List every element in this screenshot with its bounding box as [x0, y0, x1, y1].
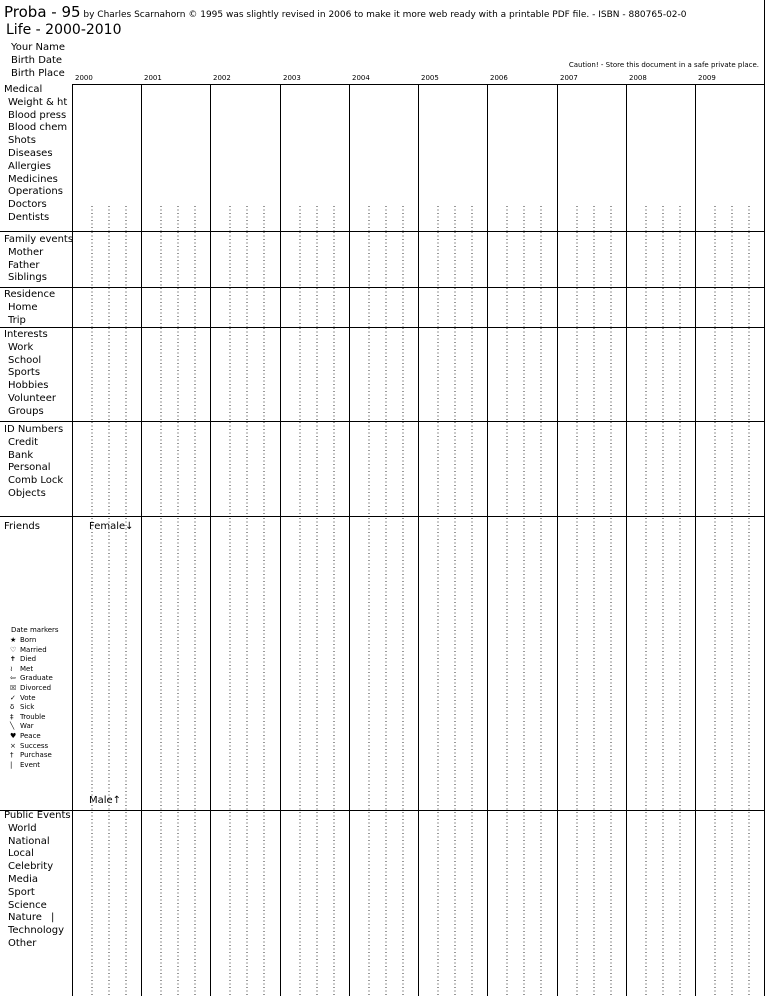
year-label-2001: 2001 — [144, 74, 162, 82]
legend-item — [10, 636, 36, 644]
legend-label: Met — [20, 664, 34, 673]
row-label: Mother — [8, 246, 44, 258]
row-label: Blood press — [8, 109, 67, 121]
row-label: Trip — [8, 314, 26, 326]
legend-symbol-icon: δ — [10, 703, 15, 712]
legend-symbol-icon: × — [10, 741, 16, 750]
legend-item — [10, 694, 36, 702]
row-label: School — [8, 354, 42, 366]
row-label: Celebrity — [8, 861, 54, 873]
section-title: Public Events — [4, 810, 71, 821]
legend-label: Trouble — [20, 712, 46, 721]
legend-item — [10, 646, 47, 654]
row-label: Operations — [8, 186, 63, 198]
document-title — [4, 3, 687, 21]
section-title: Medical — [4, 84, 43, 95]
row-label: National — [8, 835, 50, 847]
row-label: Dentists — [8, 212, 50, 223]
row-label: Credit — [8, 436, 39, 448]
row-label: World — [8, 822, 37, 834]
row-label: Technology — [8, 925, 65, 937]
legend-item — [10, 713, 45, 721]
row-label: Siblings — [8, 272, 47, 284]
legend-label: Born — [20, 636, 37, 644]
legend-label: War — [20, 722, 34, 731]
document-subtitle: Life - 2000-2010 — [6, 22, 122, 38]
legend-label: Vote — [20, 693, 36, 702]
legend-label: Died — [20, 655, 37, 664]
row-label: Nature — [8, 912, 42, 924]
section-title: Residence — [4, 289, 56, 300]
legend-label: Purchase — [20, 751, 52, 760]
legend-symbol-icon: ≀ — [10, 664, 13, 673]
section-title: Friends — [4, 521, 40, 532]
row-label: Work — [8, 341, 34, 353]
row-label: Bank — [8, 449, 34, 461]
legend-item — [10, 742, 48, 750]
legend-symbol-icon: ✝ — [10, 655, 16, 664]
title-copyright: by Charles Scarnahorn © 1995 was slightly revised in 2006 to make it more web ready with a printable PDF file. - ISBN - 880765-02-0 — [80, 10, 687, 20]
legend-symbol-icon: | — [10, 760, 13, 769]
row-label: Groups — [8, 405, 44, 417]
year-label-2004: 2004 — [352, 74, 370, 82]
legend-item — [10, 665, 33, 673]
legend-item — [10, 703, 34, 711]
row-label: Comb Lock — [8, 475, 64, 487]
legend-item — [10, 655, 36, 663]
title-main: Proba - 95 — [4, 3, 81, 21]
row-label: Objects — [8, 488, 46, 499]
legend-label: Graduate — [20, 674, 53, 683]
row-label: Allergies — [8, 160, 51, 172]
row-label: Home — [8, 301, 38, 313]
legend-item — [10, 732, 41, 740]
legend-label: Divorced — [20, 684, 52, 692]
row-label: Science — [8, 899, 47, 911]
legend-symbol-icon: ♡ — [10, 645, 17, 654]
legend-label: Sick — [20, 703, 35, 712]
section-title: Family events — [4, 234, 74, 245]
male-label: Male↑ — [89, 795, 122, 806]
legend-symbol-icon: ★ — [10, 636, 17, 644]
year-label-2000: 2000 — [75, 74, 93, 82]
row-label: Other — [8, 938, 37, 949]
legend-label: Success — [20, 741, 49, 750]
legend-item — [10, 751, 52, 759]
row-label: Local — [8, 848, 34, 860]
legend-label: Event — [20, 760, 41, 769]
row-label: Media — [8, 874, 39, 885]
legend-symbol-icon: ☒ — [10, 684, 17, 692]
female-label: Female↓ — [89, 521, 134, 532]
legend-symbol-icon: ⇦ — [10, 674, 16, 683]
row-label: Sport — [8, 886, 35, 898]
year-label-2009: 2009 — [698, 74, 716, 82]
row-label: Doctors — [8, 199, 47, 211]
field-your-name: Your Name — [11, 42, 66, 53]
row-label: Sports — [8, 367, 41, 379]
legend-item — [10, 761, 40, 769]
section-title: ID Numbers — [4, 424, 64, 435]
legend-item — [10, 674, 53, 682]
legend-symbol-icon: ‡ — [10, 712, 14, 721]
year-label-2003: 2003 — [283, 74, 301, 82]
year-label-2007: 2007 — [560, 74, 578, 82]
year-label-2008: 2008 — [629, 74, 647, 82]
row-label: Weight & ht — [8, 96, 68, 108]
row-label: Father — [8, 259, 40, 271]
legend-item — [10, 684, 51, 692]
row-label: Diseases — [8, 148, 53, 159]
year-label-2006: 2006 — [490, 74, 508, 82]
legend-symbol-icon: † — [10, 751, 14, 760]
field-birth-place: Birth Place — [11, 68, 65, 79]
legend-label: Married — [20, 645, 47, 654]
row-label: Personal — [8, 462, 51, 474]
year-label-2002: 2002 — [213, 74, 231, 82]
section-title: Interests — [4, 329, 48, 340]
row-label: Blood chem — [8, 122, 68, 134]
row-label: Medicines — [8, 173, 58, 185]
row-label: Volunteer — [8, 393, 56, 404]
legend-item — [10, 722, 34, 730]
row-label: Shots — [8, 135, 36, 147]
legend-symbol-icon: ╲ — [10, 722, 15, 731]
legend-label: Peace — [20, 732, 41, 740]
row-label: Hobbies — [8, 380, 49, 392]
legend-symbol-icon: ♥ — [10, 732, 17, 740]
legend-symbol-icon: ✓ — [10, 693, 16, 702]
caution-note: Caution! - Store this document in a safe private place. — [568, 61, 759, 69]
field-birth-date: Birth Date — [11, 55, 63, 66]
year-label-2005: 2005 — [421, 74, 439, 82]
date-markers-title: Date markers — [11, 626, 59, 634]
nature-event-marker: | — [51, 912, 55, 923]
